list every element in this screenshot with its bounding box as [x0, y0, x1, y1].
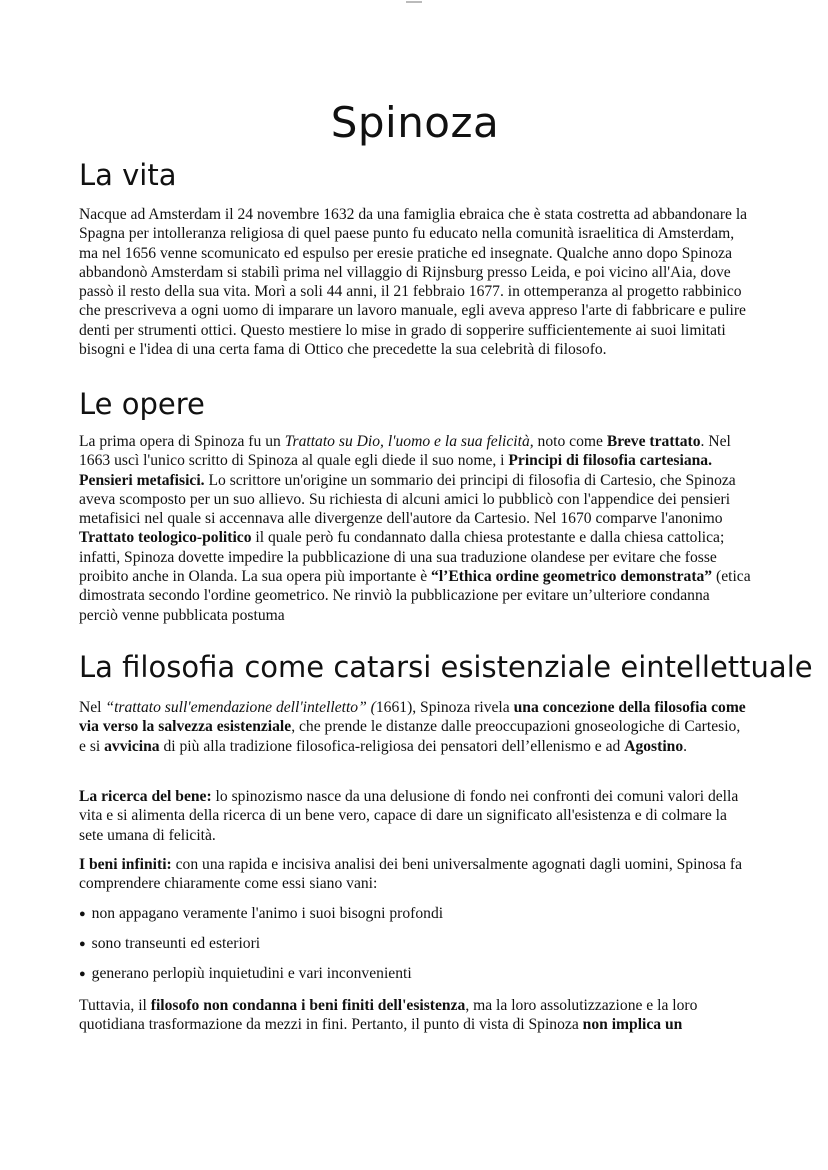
bold-text: Trattato teologico-politico — [79, 529, 252, 547]
text-run: Nel — [79, 699, 106, 716]
section-heading-le-opere: Le opere — [79, 387, 205, 421]
text-run: . Nel 1663 uscì l'unico scritto di Spinoza al quale egli diede il suo nome, i — [79, 433, 731, 470]
paragraph-ricerca-del-bene — [79, 787, 751, 845]
bold-text: Agostino — [624, 737, 684, 755]
text-run: La prima opera di Spinoza fu un — [79, 433, 285, 450]
bold-text: non implica un — [582, 1016, 683, 1034]
text-run: . — [683, 737, 688, 755]
text-run: di più alla tradizione filosofica-religiosa dei pensatori dell’ellenismo e ad — [159, 737, 625, 755]
text-run: , che prende le distanze dalle preoccupazioni gnoseologiche di Cartesio, e si — [79, 718, 741, 755]
italic-text: Trattato su Dio, l'uomo e la sua felicità, — [284, 433, 534, 450]
bold-text: La ricerca del bene: — [79, 788, 212, 805]
page-top-mark — [406, 1, 422, 3]
text-run: il quale però fu condannato dalla chiesa protestante e dalla chiesa cattolica; infatti, Spinoza dovette impedire la pubblicazione di una sua traduzione olandese per evitare che fosse proibito anche in Olanda. La sua opera più importante è — [79, 529, 725, 586]
bold-text: I beni infiniti: — [79, 856, 172, 873]
bold-text: una concezione della filosofia come via verso la salvezza esistenziale — [79, 699, 746, 736]
text-run: con una rapida e incisiva analisi dei beni universalmente agognati dagli uomini, Spinosa fa comprendere chiaramente come essi siano vani: — [79, 856, 743, 893]
bold-text: filosofo non condanna i beni finiti dell'esistenza — [150, 997, 466, 1014]
text-run: lo spinozismo nasce da una delusione di fondo nei confronti dei comuni valori della vita e si alimenta della ricerca di un bene vero, capace di dare un significato all'esistenza e di colmare la sete umana di felicità. — [79, 788, 739, 844]
bullet-item: ● sono transeunti ed esteriori — [79, 934, 751, 955]
bold-text: avvicina — [104, 737, 160, 755]
document-title: Spinoza — [330, 98, 500, 147]
text-run: Tuttavia, il — [79, 997, 151, 1014]
italic-text: “trattato sull'emendazione dell'intelletto” ( — [105, 699, 376, 716]
bold-text: Principi di filosofia cartesiana. Pensieri metafisici. — [79, 452, 712, 489]
paragraph-beni-infiniti — [79, 855, 751, 894]
paragraph-trattato-emendazione — [79, 698, 751, 756]
section-heading-filosofia: La filosofia come catarsi esistenziale eintellettuale — [79, 650, 813, 684]
text-run: , ma la loro assolutizzazione e la loro quotidiana trasformazione da mezzi in fini. Pertanto, il punto di vista di Spinoza — [79, 997, 698, 1034]
bullet-item: ● generano perlopiù inquietudini e vari inconvenienti — [79, 964, 751, 985]
text-run: 1661), Spinoza rivela — [375, 699, 514, 716]
bold-text: “l’Ethica ordine geometrico demonstrata” — [431, 568, 713, 586]
section-heading-la-vita: La vita — [79, 158, 177, 192]
paragraph-closing — [79, 996, 751, 1035]
text-run: noto come — [533, 433, 607, 450]
paragraph-le-opere — [79, 432, 751, 625]
text-run: Lo scrittore un'origine un sommario dei principi di filosofia di Cartesio, che Spinoza aveva scomposto per un suo allievo. Su richiesta di alcuni amici lo pubblicò con l'appendice dei pensieri metafisici nel quale si accennava alle divergenze dell'autore da Cartesio. Nel 1670 comparve l'anonimo — [79, 471, 736, 528]
bold-text: Breve trattato — [606, 433, 701, 450]
paragraph-la-vita: Nacque ad Amsterdam il 24 novembre 1632 da una famiglia ebraica che è stata costretta ad abbandonare la Spagna per intolleranza religiosa di quel paese punto fu educato nella comunità israelitica di Amsterdam, ma nel 1656 venne scomunicato ed espulso per eresie pratiche ed insegnate. Qualche anno dopo Spinoza abbandonò Amsterdam si stabilì prima nel villaggio di Rijnsburg presso Leida, e poi vicino all'Aia, dove passò il resto della sua vita. Morì a soli 44 anni, il 21 febbraio 1677. in ottemperanza al progetto rabbinico che prescriveva a ogni uomo di imparare un lavoro manuale, egli aveva appreso l'arte di fabbricare e pulire denti per strumenti ottici. Questo mestiere lo mise in grado di sopperire sufficientemente ai suoi limitati bisogni e l'idea di una certa fama di Ottico che precedette la sua celebrità di filosofo. — [79, 206, 748, 359]
bullet-item: ● non appagano veramente l'animo i suoi bisogni profondi — [79, 904, 751, 925]
text-run: (etica dimostrata secondo l'ordine geometrico. Ne rinviò la pubblicazione per evitare un’ulteriore condanna perciò venne pubblicata postuma — [79, 568, 751, 624]
